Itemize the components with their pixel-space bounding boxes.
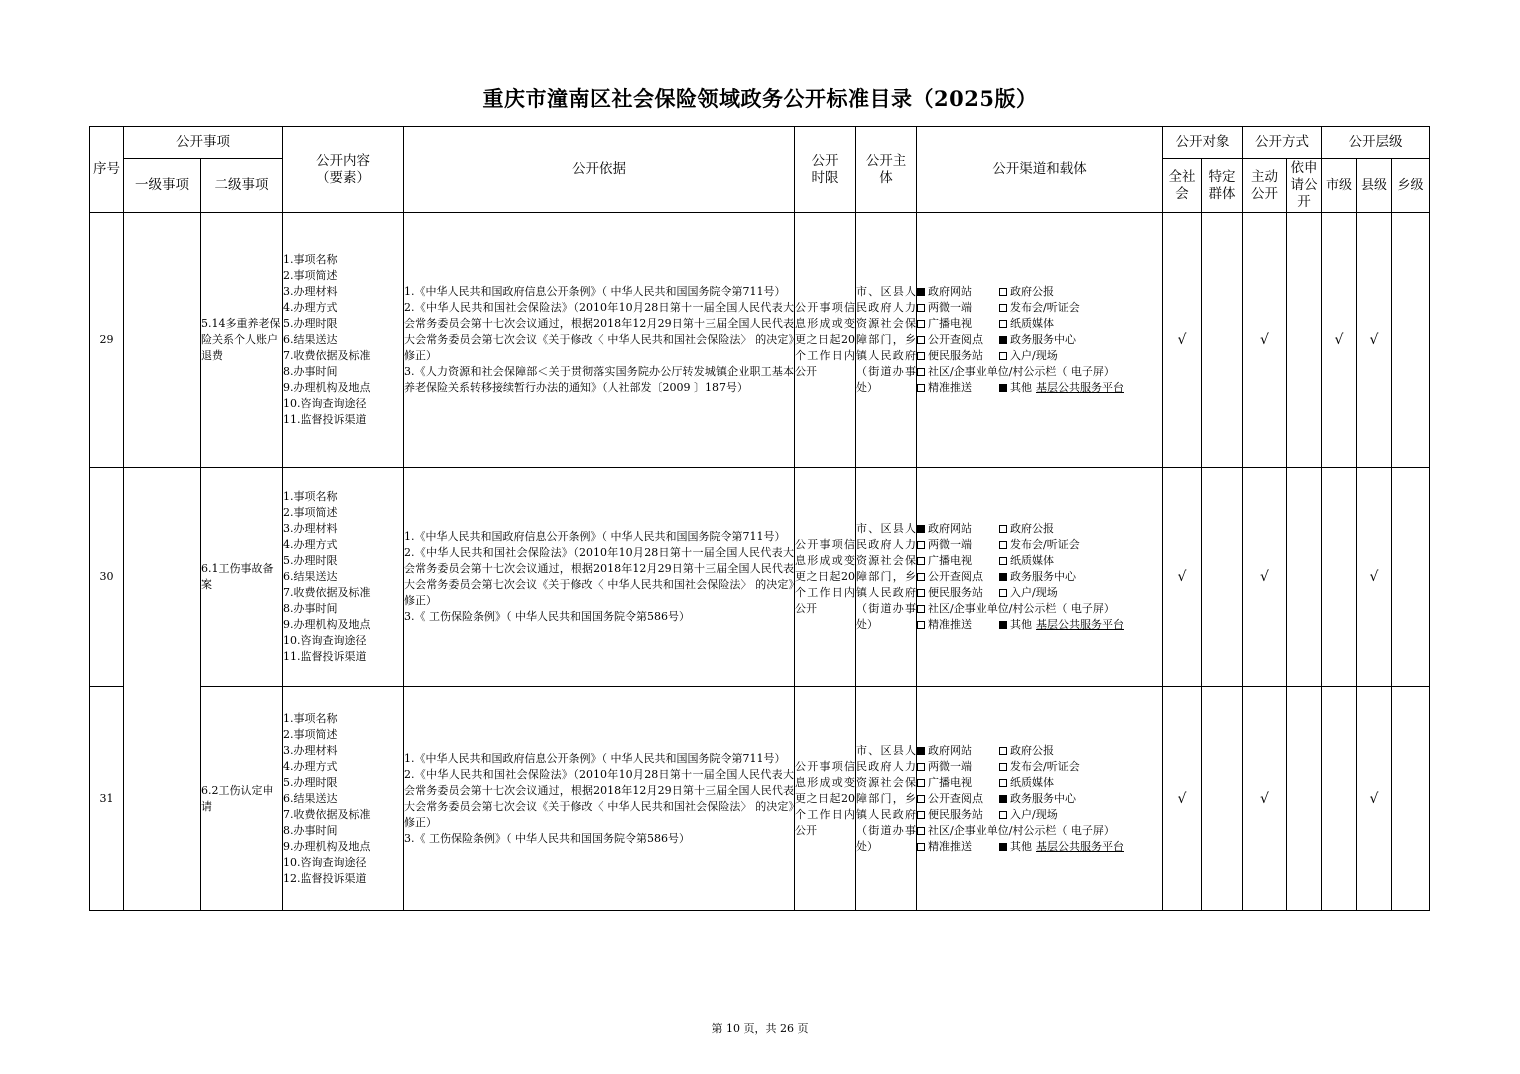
channel-label: 社区/企事业单位/村公示栏（ 电子屏） [928,365,1115,378]
content-line: 11.监督投诉渠道 [283,413,367,426]
header-content-text: 公开内容（要素） [316,152,370,186]
channel-label: 发布会/听证会 [1010,301,1080,314]
row-method-apply-mark [1287,213,1322,468]
row-subject: 市、区县人民政府人力资源社会保障部门，乡镇人民政府（街道办事处） [856,213,917,468]
channel-option [917,332,999,348]
content-line: 3.办理材料 [283,743,338,757]
checked-box-icon [917,288,925,296]
channel-label: 精准推送 [928,839,972,853]
channel-label: 两微一端 [928,301,972,314]
channel-option [917,743,999,759]
unchecked-box-icon [999,763,1007,771]
row-level1 [124,468,201,911]
unchecked-box-icon [917,384,925,392]
channel-option [917,569,999,585]
header-target-specific-text: 特定群体 [1208,168,1236,202]
row-content [283,468,404,687]
row-target-all-mark: √ [1163,213,1202,468]
header-level-city: 市级 [1322,159,1357,213]
channel-option [917,380,999,396]
basis-line: 1.《中华人民共和国政府信息公开条例》（ 中华人民共和国国务院令第711号） [404,751,786,765]
row-subject: 市、区县人民政府人力资源社会保障部门，乡镇人民政府（街道办事处） [856,687,917,911]
row-basis [404,213,795,468]
channel-label: 广播电视 [928,317,972,330]
channel-line [917,553,1162,569]
checked-box-icon [999,795,1007,803]
content-line: 7.收费依据及标准 [283,586,371,599]
unchecked-box-icon [917,827,925,835]
row-channels [917,687,1163,911]
basis-line: 3.《 工伤保险条例》（ 中华人民共和国国务院令第586号） [404,831,690,845]
channel-line [917,743,1162,759]
channel-label: 政务服务中心 [1010,333,1076,346]
content-line: 5.办理时限 [283,775,338,789]
channel-label: 两微一端 [928,759,972,773]
basis-line: 3.《 工伤保险条例》（ 中华人民共和国国务院令第586号） [404,610,690,623]
header-method-apply [1287,159,1322,213]
row-level1 [124,213,201,468]
header-method-apply-text: 依申请公开 [1290,160,1318,210]
content-line: 9.办理机构及地点 [283,618,371,631]
channel-line [917,839,1162,855]
row-target-specific-mark [1202,468,1243,687]
unchecked-box-icon [917,320,925,328]
channel-label: 发布会/听证会 [1010,538,1080,551]
channel-option [999,791,1076,807]
unchecked-box-icon [999,288,1007,296]
content-line: 10.咨询查询途径 [283,855,367,869]
channel-label: 政府网站 [928,743,972,757]
row-method-active-mark: √ [1243,687,1287,911]
row-time-limit: 公开事项信息形成或变更之日起20个工作日内公开 [795,468,856,687]
channel-option [917,791,999,807]
channel-option [999,300,1080,316]
row-target-specific-mark [1202,213,1243,468]
row-target-specific-mark [1202,687,1243,911]
channel-label: 公开查阅点 [928,570,983,583]
row-method-active-mark: √ [1243,468,1287,687]
channel-line [917,569,1162,585]
channel-option [917,521,999,537]
channel-option [999,521,1054,537]
content-line: 1.事项名称 [283,490,338,503]
table-row [90,213,1430,468]
channel-option [917,839,999,855]
content-line: 8.办事时间 [283,602,338,615]
content-line: 4.办理方式 [283,538,338,551]
table-row [90,468,1430,687]
channel-option [917,775,999,791]
header-level2: 二级事项 [201,159,283,213]
content-line: 12.监督投诉渠道 [283,871,367,885]
content-line: 2.事项简述 [283,269,338,282]
row-level-city-mark [1322,687,1357,911]
channel-label: 社区/企事业单位/村公示栏（ 电子屏） [928,602,1115,615]
header-target-all-text: 全社会 [1168,168,1196,202]
channel-label: 公开查阅点 [928,333,983,346]
channel-label: 政府网站 [928,522,972,535]
header-level-county: 县级 [1357,159,1392,213]
channel-label: 社区/企事业单位/村公示栏（ 电子屏） [928,823,1115,837]
content-line: 5.办理时限 [283,317,338,330]
header-method-active-text: 主动公开 [1251,168,1278,202]
channel-label: 政府公报 [1010,743,1054,757]
header-subject-text: 公开主体 [865,152,907,186]
channel-label: 便民服务站 [928,586,983,599]
content-line: 1.事项名称 [283,253,338,266]
unchecked-box-icon [999,779,1007,787]
content-line: 2.事项简述 [283,727,338,741]
header-target: 公开对象 [1163,127,1243,159]
unchecked-box-icon [999,541,1007,549]
content-line: 4.办理方式 [283,301,338,314]
channel-label: 便民服务站 [928,349,983,362]
unchecked-box-icon [917,336,925,344]
channel-option [917,617,999,633]
header-method: 公开方式 [1243,127,1322,159]
header-public-item: 公开事项 [124,127,283,159]
unchecked-box-icon [917,621,925,629]
header-seq: 序号 [90,127,124,213]
header-time-limit [795,127,856,213]
unchecked-box-icon [917,811,925,819]
header-subject [856,127,917,213]
row-channels [917,213,1163,468]
unchecked-box-icon [917,304,925,312]
channel-label: 便民服务站 [928,807,983,821]
content-line: 8.办事时间 [283,823,338,837]
channel-option [999,839,1124,855]
channel-line [917,284,1162,300]
channel-label: 两微一端 [928,538,972,551]
channel-label: 广播电视 [928,554,972,567]
channel-label: 政府公报 [1010,285,1054,298]
checked-box-icon [999,336,1007,344]
channel-line [917,380,1162,396]
unchecked-box-icon [999,811,1007,819]
channel-label: 精准推送 [928,381,972,394]
row-time-limit: 公开事项信息形成或变更之日起20个工作日内公开 [795,213,856,468]
basis-line: 3.《人力资源和社会保障部＜关于贯彻落实国务院办公厅转发城镇企业职工基本养老保险关系转移接续暂行办法的通知》（人社部发〔2009 〕187号） [404,365,794,394]
channel-label: 精准推送 [928,618,972,631]
channel-option [999,569,1076,585]
unchecked-box-icon [917,605,925,613]
channel-option [999,380,1124,396]
channel-label: 其他 [1010,381,1032,394]
catalog-table [89,126,1430,911]
row-method-active-mark: √ [1243,213,1287,468]
row-level2: 6.2工伤认定申请 [201,687,283,911]
channel-line [917,823,1162,839]
content-line: 3.办理材料 [283,522,338,535]
channel-option [999,348,1058,364]
header-basis: 公开依据 [404,127,795,213]
checked-box-icon [999,843,1007,851]
channel-label: 政府公报 [1010,522,1054,535]
channel-option [999,617,1124,633]
unchecked-box-icon [917,368,925,376]
channel-option [999,759,1080,775]
row-target-all-mark: √ [1163,468,1202,687]
channel-label: 政务服务中心 [1010,791,1076,805]
table-body [90,213,1430,911]
unchecked-box-icon [917,779,925,787]
row-level-county-mark: √ [1357,687,1392,911]
channel-line [917,348,1162,364]
table-row [90,687,1430,911]
channel-line [917,807,1162,823]
channel-label: 入户/现场 [1010,807,1058,821]
unchecked-box-icon [917,352,925,360]
header-level1: 一级事项 [124,159,201,213]
content-line: 2.事项简述 [283,506,338,519]
channel-line [917,364,1162,380]
content-line: 7.收费依据及标准 [283,807,371,821]
header-level-town: 乡级 [1392,159,1430,213]
channel-option [917,537,999,553]
row-target-all-mark: √ [1163,687,1202,911]
channel-option [917,759,999,775]
channel-option [999,807,1058,823]
channel-option [917,585,999,601]
row-level-town-mark [1392,468,1430,687]
unchecked-box-icon [999,352,1007,360]
channel-line [917,759,1162,775]
channel-label: 发布会/听证会 [1010,759,1080,773]
channel-line [917,537,1162,553]
content-line: 4.办理方式 [283,759,338,773]
channel-label: 纸质媒体 [1010,317,1054,330]
channel-option [999,743,1054,759]
unchecked-box-icon [999,557,1007,565]
header-channel: 公开渠道和载体 [917,127,1163,213]
channel-line [917,775,1162,791]
header-target-specific [1202,159,1243,213]
channel-option [999,585,1058,601]
channel-label: 政府网站 [928,285,972,298]
unchecked-box-icon [999,747,1007,755]
channel-line [917,332,1162,348]
unchecked-box-icon [999,320,1007,328]
channel-other-text: 基层公共服务平台 [1036,381,1124,394]
unchecked-box-icon [917,763,925,771]
content-line: 9.办理机构及地点 [283,839,371,853]
row-level-county-mark: √ [1357,468,1392,687]
content-line: 11.监督投诉渠道 [283,650,367,663]
channel-option [999,553,1054,569]
channel-line [917,300,1162,316]
content-line: 10.咨询查询途径 [283,397,367,410]
row-seq: 29 [90,213,124,468]
header-target-all [1163,159,1202,213]
channel-option [917,807,999,823]
row-level-city-mark [1322,468,1357,687]
row-content [283,687,404,911]
content-line: 1.事项名称 [283,711,338,725]
channel-line [917,617,1162,633]
checked-box-icon [917,747,925,755]
channel-line [917,521,1162,537]
basis-line: 2.《中华人民共和国社会保险法》（2010年10月28日第十一届全国人民代表大会常务委员会第十七次会议通过，根据2018年12月29日第十三届全国人民代表大会常务委员会第七次会议《关于修改〈 中华人民共和国社会保险法〉 的决定》修正） [404,767,794,829]
content-line: 3.办理材料 [283,285,338,298]
header-time-limit-text: 公开时限 [811,152,839,186]
row-seq: 30 [90,468,124,687]
checked-box-icon [999,573,1007,581]
row-method-apply-mark [1287,687,1322,911]
row-level-county-mark: √ [1357,213,1392,468]
channel-line [917,601,1162,617]
page-footer: 第 10 页，共 26 页 [711,1022,809,1035]
content-line: 5.办理时限 [283,554,338,567]
channel-option [999,537,1080,553]
row-content [283,213,404,468]
channel-option [999,316,1054,332]
content-line: 9.办理机构及地点 [283,381,371,394]
channel-option [999,332,1076,348]
row-seq: 31 [90,687,124,911]
row-channels [917,468,1163,687]
basis-line: 2.《中华人民共和国社会保险法》（2010年10月28日第十一届全国人民代表大会常务委员会第十七次会议通过，根据2018年12月29日第十三届全国人民代表大会常务委员会第七次会议《关于修改〈 中华人民共和国社会保险法〉 的决定》修正） [404,301,794,362]
unchecked-box-icon [917,541,925,549]
channel-label: 纸质媒体 [1010,775,1054,789]
row-subject: 市、区县人民政府人力资源社会保障部门，乡镇人民政府（街道办事处） [856,468,917,687]
unchecked-box-icon [999,589,1007,597]
unchecked-box-icon [917,795,925,803]
checked-box-icon [999,384,1007,392]
content-line: 6.结果送达 [283,570,338,583]
checked-box-icon [917,525,925,533]
row-level2: 6.1工伤事故备案 [201,468,283,687]
row-level-town-mark [1392,687,1430,911]
channel-option [917,823,1115,839]
channel-option [917,348,999,364]
channel-label: 入户/现场 [1010,586,1058,599]
channel-label: 其他 [1010,839,1032,853]
row-basis [404,468,795,687]
channel-label: 纸质媒体 [1010,554,1054,567]
document-title: 重庆市潼南区社会保险领域政务公开标准目录（2025版） [482,86,1038,111]
row-method-apply-mark [1287,468,1322,687]
channel-line [917,316,1162,332]
channel-other-text: 基层公共服务平台 [1036,618,1124,631]
content-line: 10.咨询查询途径 [283,634,367,647]
unchecked-box-icon [999,525,1007,533]
header-method-active [1243,159,1287,213]
channel-label: 入户/现场 [1010,349,1058,362]
row-level-city-mark: √ [1322,213,1357,468]
row-basis [404,687,795,911]
channel-option [917,553,999,569]
channel-option [917,601,1115,617]
basis-line: 1.《中华人民共和国政府信息公开条例》（ 中华人民共和国国务院令第711号） [404,530,786,543]
unchecked-box-icon [999,304,1007,312]
channel-option [917,316,999,332]
basis-line: 2.《中华人民共和国社会保险法》（2010年10月28日第十一届全国人民代表大会常务委员会第十七次会议通过，根据2018年12月29日第十三届全国人民代表大会常务委员会第七次会议《关于修改〈 中华人民共和国社会保险法〉 的决定》修正） [404,546,794,607]
channel-option [999,284,1054,300]
channel-option [999,775,1054,791]
unchecked-box-icon [917,843,925,851]
channel-option [917,364,1115,380]
channel-label: 政务服务中心 [1010,570,1076,583]
row-time-limit: 公开事项信息形成或变更之日起20个工作日内公开 [795,687,856,911]
content-line: 6.结果送达 [283,333,338,346]
channel-line [917,791,1162,807]
channel-other-text: 基层公共服务平台 [1036,839,1124,853]
unchecked-box-icon [917,573,925,581]
channel-option [917,284,999,300]
checked-box-icon [999,621,1007,629]
channel-label: 其他 [1010,618,1032,631]
unchecked-box-icon [917,557,925,565]
header-level: 公开层级 [1322,127,1430,159]
content-line: 6.结果送达 [283,791,338,805]
row-level2: 5.14多重养老保险关系个人账户退费 [201,213,283,468]
content-line: 8.办事时间 [283,365,338,378]
row-level-town-mark [1392,213,1430,468]
channel-label: 广播电视 [928,775,972,789]
basis-line: 1.《中华人民共和国政府信息公开条例》（ 中华人民共和国国务院令第711号） [404,285,786,298]
channel-label: 公开查阅点 [928,791,983,805]
header-content [283,127,404,213]
channel-option [917,300,999,316]
channel-line [917,585,1162,601]
content-line: 7.收费依据及标准 [283,349,371,362]
unchecked-box-icon [917,589,925,597]
